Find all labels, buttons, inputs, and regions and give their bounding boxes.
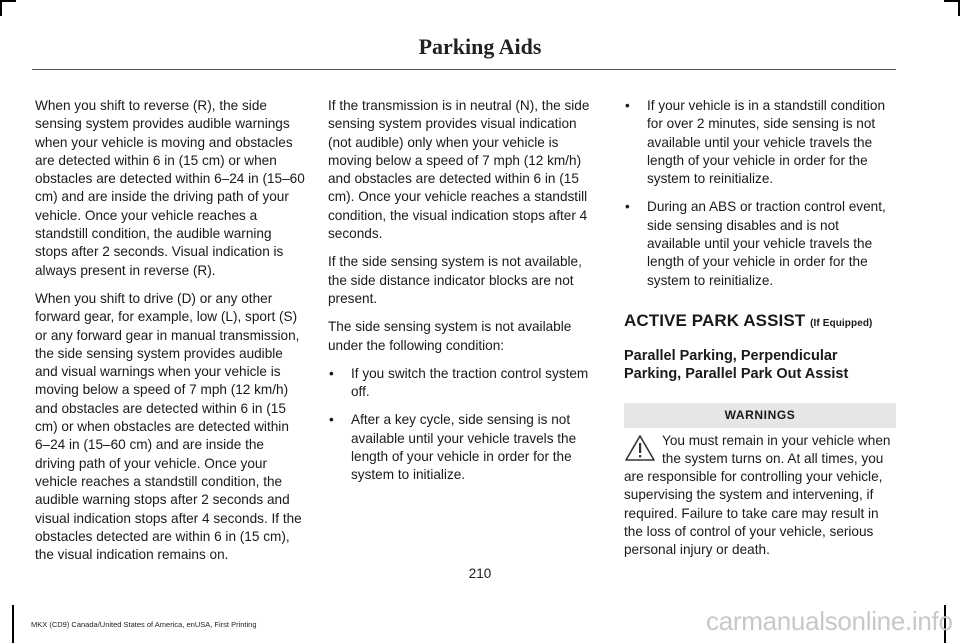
list-item-text: After a key cycle, side sensing is not available until your vehicle travels the length of your vehicle in order for the system to initialize. <box>351 412 577 483</box>
list-item-text: If you switch the traction control system off. <box>351 365 589 400</box>
section-qualifier: (If Equipped) <box>810 317 873 329</box>
crop-mark <box>12 605 14 643</box>
list-item <box>328 411 598 484</box>
section-heading <box>624 312 896 333</box>
list-item-text: If your vehicle is in a standstill condition for over 2 minutes, side sensing is not available until your vehicle travels the length of your vehicle in order for the system to reinitialize. <box>647 98 886 187</box>
paragraph: When you shift to drive (D) or any other forward gear, for example, low (L), sport (S) or any forward gear in manual transmission, the side sensing system provides audible and visual warnings when your vehicle is moving below a speed of 7 mph (12 km/h) and obstacles are detected within 6 in (15 cm) or when obstacles are detected within 6–24 in (15–60 cm) and are inside the driving path of your vehicle. Once your vehicle reaches a standstill condition, the audible warning stops after 2 seconds and visual indication stops after 4 seconds. If the obstacles detected are within 6 in (15 cm), the visual indication remains on. <box>35 290 302 563</box>
watermark: carmanualsonline.info <box>706 606 953 636</box>
list-item-text: During an ABS or traction control event, side sensing disables and is not available until your vehicle travels the length of your vehicle in order for the system to reinitialize. <box>647 199 886 288</box>
bullet-icon: • <box>625 98 630 113</box>
warnings-label: WARNINGS <box>624 403 896 427</box>
paragraph: If the transmission is in neutral (N), the side sensing system provides visual indication (not audible) only when your vehicle is moving below a speed of 7 mph (12 km/h) and obstacles are detected within 6 in (15 cm). Once your vehicle reaches a standstill condition, the visual indication stops after 4 seconds. <box>328 98 590 242</box>
column-3 <box>624 97 896 570</box>
column-2 <box>328 97 598 495</box>
crop-mark <box>0 0 2 16</box>
sub-heading: Parallel Parking, Perpendicular Parking, Parallel Park Out Assist <box>624 348 849 383</box>
footer-text: MKX (CD9) Canada/United States of America, enUSA, First Printing <box>31 620 257 629</box>
bullet-icon: • <box>329 412 334 428</box>
section-heading-text: ACTIVE PARK ASSIST <box>624 310 806 330</box>
paragraph: If the side sensing system is not available, the side distance indicator blocks are not present. <box>328 254 582 306</box>
page-title: Parking Aids <box>418 34 542 59</box>
list-item <box>328 365 598 402</box>
list-item <box>624 198 896 289</box>
crop-mark <box>0 0 16 2</box>
bullet-icon: • <box>329 365 334 381</box>
warning-triangle-icon <box>624 434 656 462</box>
warning-text: You must remain in your vehicle when the system turns on. At all times, you are responsible for controlling your vehicle, supervising the system and intervening, if required. Failure to take care may result in the loss of control of your vehicle, serious personal injury or death. <box>624 432 891 558</box>
header-divider <box>32 69 896 70</box>
bullet-list <box>328 365 598 485</box>
column-1 <box>35 97 305 574</box>
bullet-list <box>624 97 896 290</box>
paragraph: When you shift to reverse (R), the side sensing system provides audible warnings when your vehicle is moving and obstacles are detected within 6 in (15 cm) or when obstacles are detected within 6–24 in (15–60 cm) and are inside the driving path of your vehicle. Once your vehicle reaches a standstill condition, the audible warning stops after 2 seconds. Visual indication is always present in reverse (R). <box>35 98 305 278</box>
paragraph: The side sensing system is not available under the following condition: <box>328 319 572 353</box>
list-item <box>624 97 896 188</box>
warning-box <box>624 432 896 560</box>
bullet-icon: • <box>625 199 630 215</box>
page-number: 210 <box>468 566 492 581</box>
